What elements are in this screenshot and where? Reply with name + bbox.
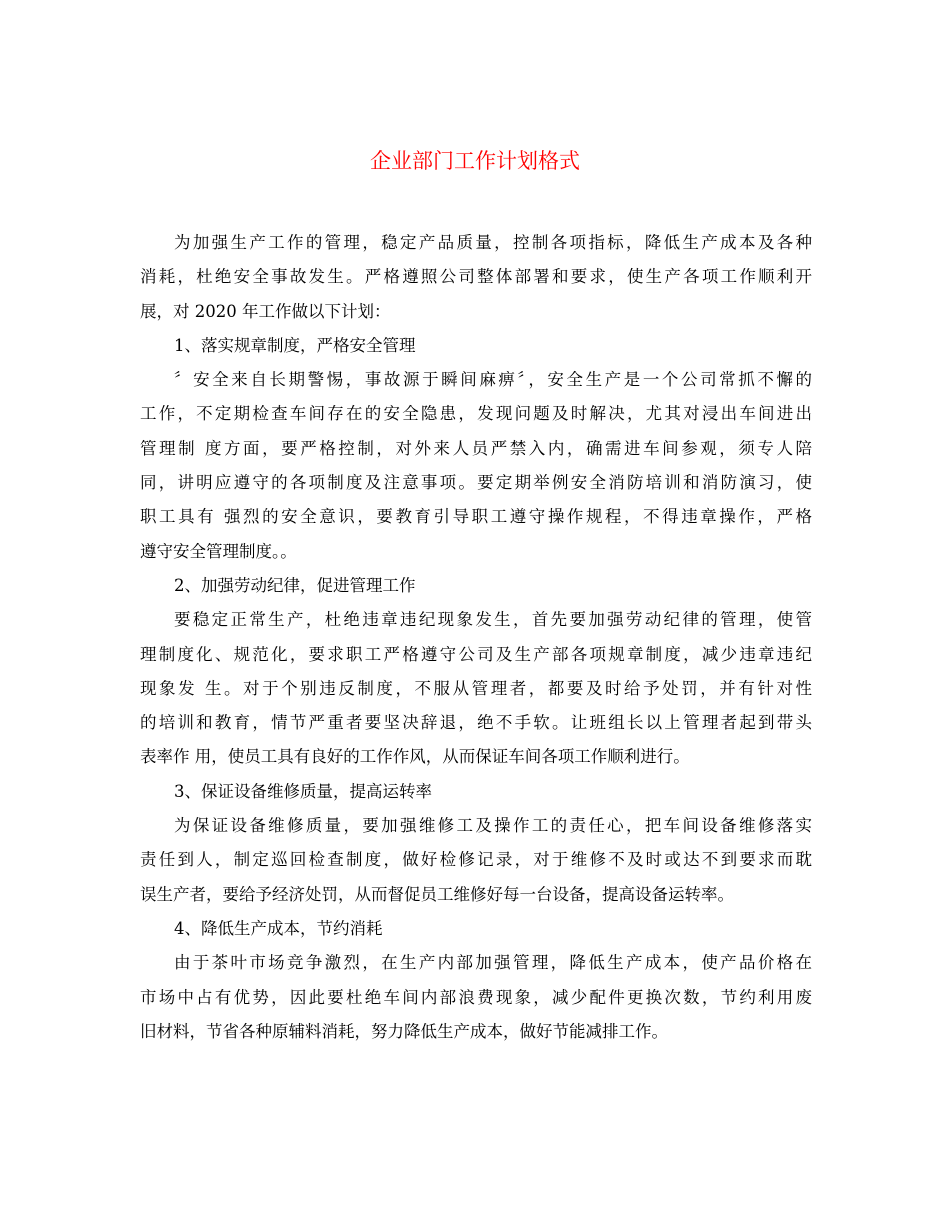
section-heading xyxy=(140,569,812,603)
body-paragraph xyxy=(140,603,812,774)
text-line: 表率作 用，使员工具有良好的工作作风，从而保证车间各项工作顺利进行。 xyxy=(140,747,690,767)
text-line: 的培训和教育，情节严重者要坚决辞退，绝不手软。让班组长以上管理者起到带头 xyxy=(140,713,812,733)
text-line: 由于茶叶市场竞争激烈，在生产内部加强管理，降低生产成本，使产品价格在 xyxy=(174,953,812,973)
body-paragraph xyxy=(140,946,812,1049)
text-line: 为保证设备维修质量，要加强维修工及操作工的责任心，把车间设备维修落实 xyxy=(174,816,812,836)
text-line: 1、落实规章制度，严格安全管理 xyxy=(174,335,416,355)
text-line: 市场中占有优势，因此要杜绝车间内部浪费现象，减少配件更换次数，节约利用废 xyxy=(140,987,812,1007)
text-line: 理制度化、规范化，要求职工严格遵守公司及生产部各项规章制度，减少违章违纪 xyxy=(140,644,812,664)
text-line: 工作，不定期检查车间存在的安全隐患，发现问题及时解决，尤其对浸出车间进出 xyxy=(140,404,812,424)
text-line: 4、降低生产成本，节约消耗 xyxy=(174,918,383,938)
text-line: 3、保证设备维修质量，提高运转率 xyxy=(174,781,432,801)
section-heading xyxy=(140,912,812,946)
text-line: 现象发 生。对于个别违反制度，不服从管理者，都要及时给予处罚，并有针对性 xyxy=(140,678,812,698)
text-line: 旧材料，节省各种原辅料消耗，努力降低生产成本，做好节能减排工作。 xyxy=(140,1021,668,1041)
text-line: 职工具有 强烈的安全意识，要教育引导职工遵守操作规程，不得违章操作，严格 xyxy=(140,507,812,527)
text-line: 管理制 度方面，要严格控制，对外来人员严禁入内，确需进车间参观，须专人陪 xyxy=(140,438,812,458)
text-line: 消耗，杜绝安全事故发生。严格遵照公司整体部署和要求，使生产各项工作顺利开 xyxy=(140,267,812,287)
section-heading xyxy=(140,329,812,363)
text-line: 同，讲明应遵守的各项制度及注意事项。要定期举例安全消防培训和消防演习，使 xyxy=(140,473,812,493)
text-line: 2、加强劳动纪律，促进管理工作 xyxy=(174,575,416,595)
text-line: 责任到人，制定巡回检查制度，做好检修记录，对于维修不及时或达不到要求而耽 xyxy=(140,850,812,870)
text-line: 遵守安全管理制度。。 xyxy=(140,541,297,561)
text-line: 误生产者，要给予经济处罚，从而督促员工维修好每一台设备，提高设备运转率。 xyxy=(140,884,734,904)
document-title: 企业部门工作计划格式 xyxy=(370,149,580,173)
text-line: 展，对 2020 年工作做以下计划： xyxy=(140,301,391,321)
text-line: 〞安全来自长期警惕，事故源于瞬间麻痹〞，安全生产是一个公司常抓不懈的 xyxy=(174,370,812,390)
body-paragraph xyxy=(140,226,812,329)
section-heading xyxy=(140,775,812,809)
text-line: 要稳定正常生产，杜绝违章违纪现象发生，首先要加强劳动纪律的管理，使管 xyxy=(174,610,812,630)
document-body xyxy=(140,226,812,1049)
body-paragraph xyxy=(140,809,812,912)
text-line: 为加强生产工作的管理，稳定产品质量，控制各项指标，降低生产成本及各种 xyxy=(174,233,812,252)
body-paragraph xyxy=(140,363,812,569)
